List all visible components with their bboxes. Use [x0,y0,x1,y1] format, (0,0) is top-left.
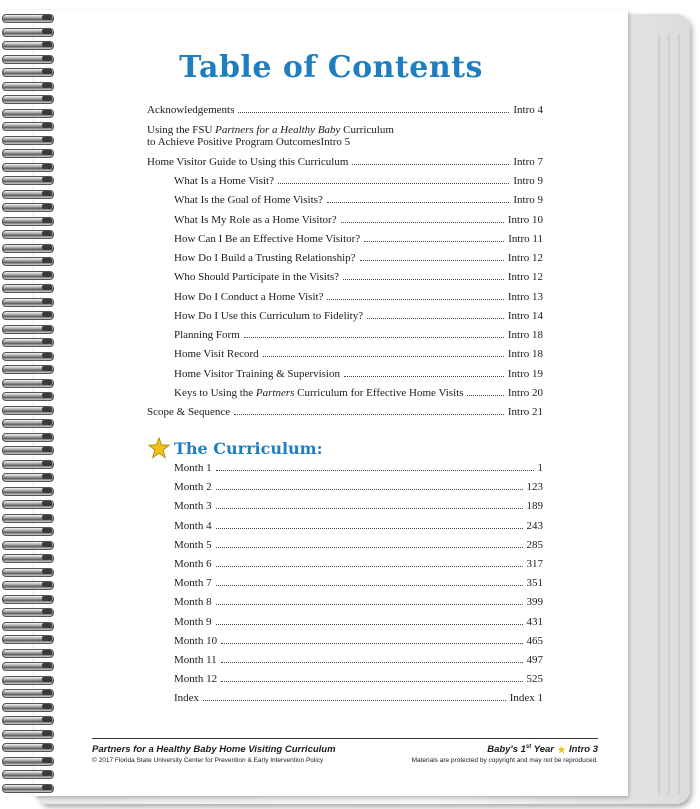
spiral-coil [2,608,56,616]
toc-entry [174,348,543,360]
toc-entry [174,291,543,303]
spiral-coil [2,257,56,265]
spiral-coil [2,392,56,400]
leader-dots [216,566,523,567]
toc-page-number: Intro 7 [513,156,543,168]
footer-right [412,744,598,764]
toc-label: Curriculum [340,124,394,136]
toc-page-number: Intro 5 [320,136,351,148]
spiral-coil [2,500,56,508]
toc-page-number: Intro 14 [507,310,543,322]
curriculum-label: Index [174,692,200,705]
toc-label: How Do I Build a Trusting Relationship? [174,252,356,264]
spiral-coil [2,419,56,427]
spiral-coil [2,203,56,211]
leader-dots [343,279,504,280]
curriculum-entry [174,462,543,474]
spiral-coil [2,325,56,333]
leader-dots [360,260,504,261]
toc-page-number: Intro 12 [507,271,543,283]
spiral-coil [2,514,56,522]
curriculum-entry [174,635,543,647]
spiral-coil [2,284,56,292]
curriculum-page-number: Index 1 [509,692,543,705]
spiral-coil [2,730,56,738]
footer-book-title-sup: st [525,744,532,750]
toc-page-number: Intro 9 [513,175,543,187]
spiral-coil [2,109,56,117]
toc-entry [147,124,543,148]
curriculum-label: Month 4 [174,519,212,532]
spiral-coil [2,176,56,184]
toc-entry [174,310,543,322]
curriculum-entry [174,616,543,628]
footer-book-title: Baby's 1 [487,744,526,756]
curriculum-label: Month 7 [174,577,212,590]
curriculum-entry [174,481,543,493]
curriculum-entry [174,500,543,512]
toc-label: Home Visitor Training & Supervision [174,368,340,380]
spiral-coil [2,757,56,765]
curriculum-page-number: 243 [526,519,543,532]
toc-label: Acknowledgements [147,104,235,116]
curriculum-list [147,462,543,712]
curriculum-entry [174,596,543,608]
toc-label: How Do I Conduct a Home Visit? [174,291,324,303]
toc-page-number: Intro 18 [507,348,543,360]
curriculum-label: Month 1 [174,462,212,474]
spiral-coil [2,770,56,778]
toc-label: Home Visit Record [174,348,259,360]
spiral-coil [2,406,56,414]
spiral-coil [2,703,56,711]
toc-page-number: Intro 10 [507,214,543,226]
leader-dots [467,395,503,396]
spiral-coil [2,635,56,643]
toc-entry [174,252,543,264]
toc-page-number: Intro 13 [507,291,543,303]
leader-dots [364,241,504,242]
spiral-coil [2,149,56,157]
toc-label: Home Visitor Guide to Using this Curriculum [147,156,349,168]
curriculum-entry [174,654,543,666]
leader-dots [341,222,504,223]
spiral-coil [2,298,56,306]
toc-entry [174,233,543,245]
leader-dots [216,624,523,625]
spiral-coil [2,554,56,562]
toc-label-part: Keys to Using the [174,387,256,399]
leader-dots [216,470,534,471]
curriculum-heading [148,437,323,459]
curriculum-page-number: 431 [526,615,543,628]
leader-dots [216,508,523,509]
curriculum-page-number: 1 [537,462,543,474]
spiral-coil [2,244,56,252]
leader-dots [234,414,504,415]
toc-page-number: Intro 20 [507,387,543,399]
spiral-coil [2,95,56,103]
curriculum-page-number: 465 [526,634,543,647]
spiral-coil [2,136,56,144]
spiral-coil [2,622,56,630]
spiral-coil [2,311,56,319]
spiral-coil [2,541,56,549]
toc-entry [174,194,543,206]
footer-book-title-end: Year [531,744,554,756]
toc-label: Using the FSU [147,124,216,136]
star-icon [557,745,566,754]
leader-dots [216,547,523,548]
curriculum-page-number: 317 [526,558,543,570]
toc-label: How Can I Be an Effective Home Visitor? [174,233,361,245]
curriculum-entry [174,673,543,685]
spiral-coil [2,14,56,22]
toc-page-number: Intro 12 [507,252,543,264]
curriculum-entry [174,692,543,704]
toc-entry [147,406,543,418]
curriculum-page-number: 123 [526,481,543,494]
toc-page-number: Intro 18 [507,329,543,341]
curriculum-heading-text: The Curriculum: [174,438,323,458]
curriculum-label: Month 8 [174,596,212,609]
spiral-coil [2,217,56,225]
spiral-coil [2,433,56,441]
spiral-coil [2,595,56,603]
curriculum-label: Month 9 [174,615,212,628]
toc-entry [174,368,543,380]
toc-label: Scope & Sequence [147,406,231,418]
table-of-contents [147,104,543,424]
leader-dots [216,528,523,529]
curriculum-entry [174,520,543,532]
curriculum-label: Month 5 [174,538,212,551]
toc-label-italic: Partners for a Healthy Baby [215,124,341,136]
toc-page-number: Intro 19 [507,368,543,380]
curriculum-page-number: 525 [526,673,543,686]
spiral-coil [2,446,56,454]
spiral-coil [2,230,56,238]
spiral-coil [2,743,56,751]
toc-page-number: Intro 21 [507,406,543,418]
footer-copyright: © 2017 Florida State University Center for Prevention & Early Intervention Policy [92,757,324,764]
curriculum-label: Month 10 [174,634,218,647]
curriculum-label: Month 11 [174,654,217,666]
spiral-coil [2,122,56,130]
curriculum-entry [174,558,543,570]
leader-dots [278,183,509,184]
footer-left [92,744,336,764]
spiral-coil [2,41,56,49]
footer-page-number: Intro 3 [568,744,598,756]
curriculum-label: Month 12 [174,673,218,686]
toc-page-number: Intro 11 [508,233,543,245]
spiral-coil [2,649,56,657]
curriculum-page-number: 497 [526,654,543,666]
toc-entry [174,329,543,341]
toc-label: What Is the Goal of Home Visits? [174,194,323,206]
curriculum-page-number: 189 [526,500,543,513]
toc-label-italic: Partners [255,387,295,399]
leader-dots [216,604,523,605]
spiral-coil [2,271,56,279]
spiral-coil [2,676,56,684]
curriculum-label: Month 6 [174,558,212,570]
curriculum-page-number: 285 [526,538,543,551]
curriculum-entry [174,577,543,589]
curriculum-entry [174,539,543,551]
leader-dots [263,356,504,357]
leader-dots [216,489,523,490]
toc-label: What Is a Home Visit? [174,175,274,187]
spiral-coil [2,190,56,198]
curriculum-page-number: 351 [526,577,543,590]
toc-label: How Do I Use this Curriculum to Fidelity? [174,310,364,322]
spiral-coil [2,379,56,387]
leader-dots [221,643,522,644]
toc-entry [147,156,543,168]
spiral-binding [0,14,62,804]
toc-entry [174,387,543,399]
toc-entry [174,175,543,187]
leader-dots [344,376,504,377]
spiral-coil [2,581,56,589]
toc-label: to Achieve Positive Program Outcomes [147,136,321,148]
leader-dots [327,299,503,300]
spiral-coil [2,487,56,495]
leader-dots [203,700,506,701]
footer-page-label [412,744,598,755]
leader-dots [238,112,509,113]
footer-copyright-note: Materials are protected by copyright and may not be reproduced. [411,757,598,765]
curriculum-label: Month 2 [174,481,212,494]
leader-dots [327,202,510,203]
toc-label-part: Curriculum for Effective Home Visits [294,387,464,399]
spiral-coil [2,716,56,724]
toc-page-number: Intro 9 [513,194,543,206]
toc-entry [174,214,543,226]
spiral-coil [2,568,56,576]
toc-label: Who Should Participate in the Visits? [174,271,340,283]
spiral-coil [2,689,56,697]
curriculum-label: Month 3 [174,500,212,513]
leader-dots [244,337,504,338]
leader-dots [352,164,509,165]
toc-label: What Is My Role as a Home Visitor? [174,214,337,226]
leader-dots [216,585,523,586]
toc-entry [174,271,543,283]
spiral-coil [2,460,56,468]
spiral-coil [2,784,56,792]
spiral-coil [2,28,56,36]
spiral-coil [2,163,56,171]
footer-title: Partners for a Healthy Baby Home Visiting Curriculum [92,744,336,755]
curriculum-page-number: 399 [526,596,543,609]
toc-page-number: Intro 4 [513,104,543,116]
footer-divider [92,738,598,739]
page-title: Table of Contents [179,50,483,85]
spiral-coil [2,338,56,346]
star-icon [148,437,170,459]
spiral-coil [2,352,56,360]
leader-dots [367,318,504,319]
leader-dots [221,681,522,682]
spiral-coil [2,365,56,373]
toc-entry [147,104,543,116]
spiral-coil [2,473,56,481]
leader-dots [221,662,523,663]
spiral-coil [2,662,56,670]
toc-label [174,387,467,399]
spiral-coil [2,527,56,535]
toc-label: Planning Form [174,329,240,341]
